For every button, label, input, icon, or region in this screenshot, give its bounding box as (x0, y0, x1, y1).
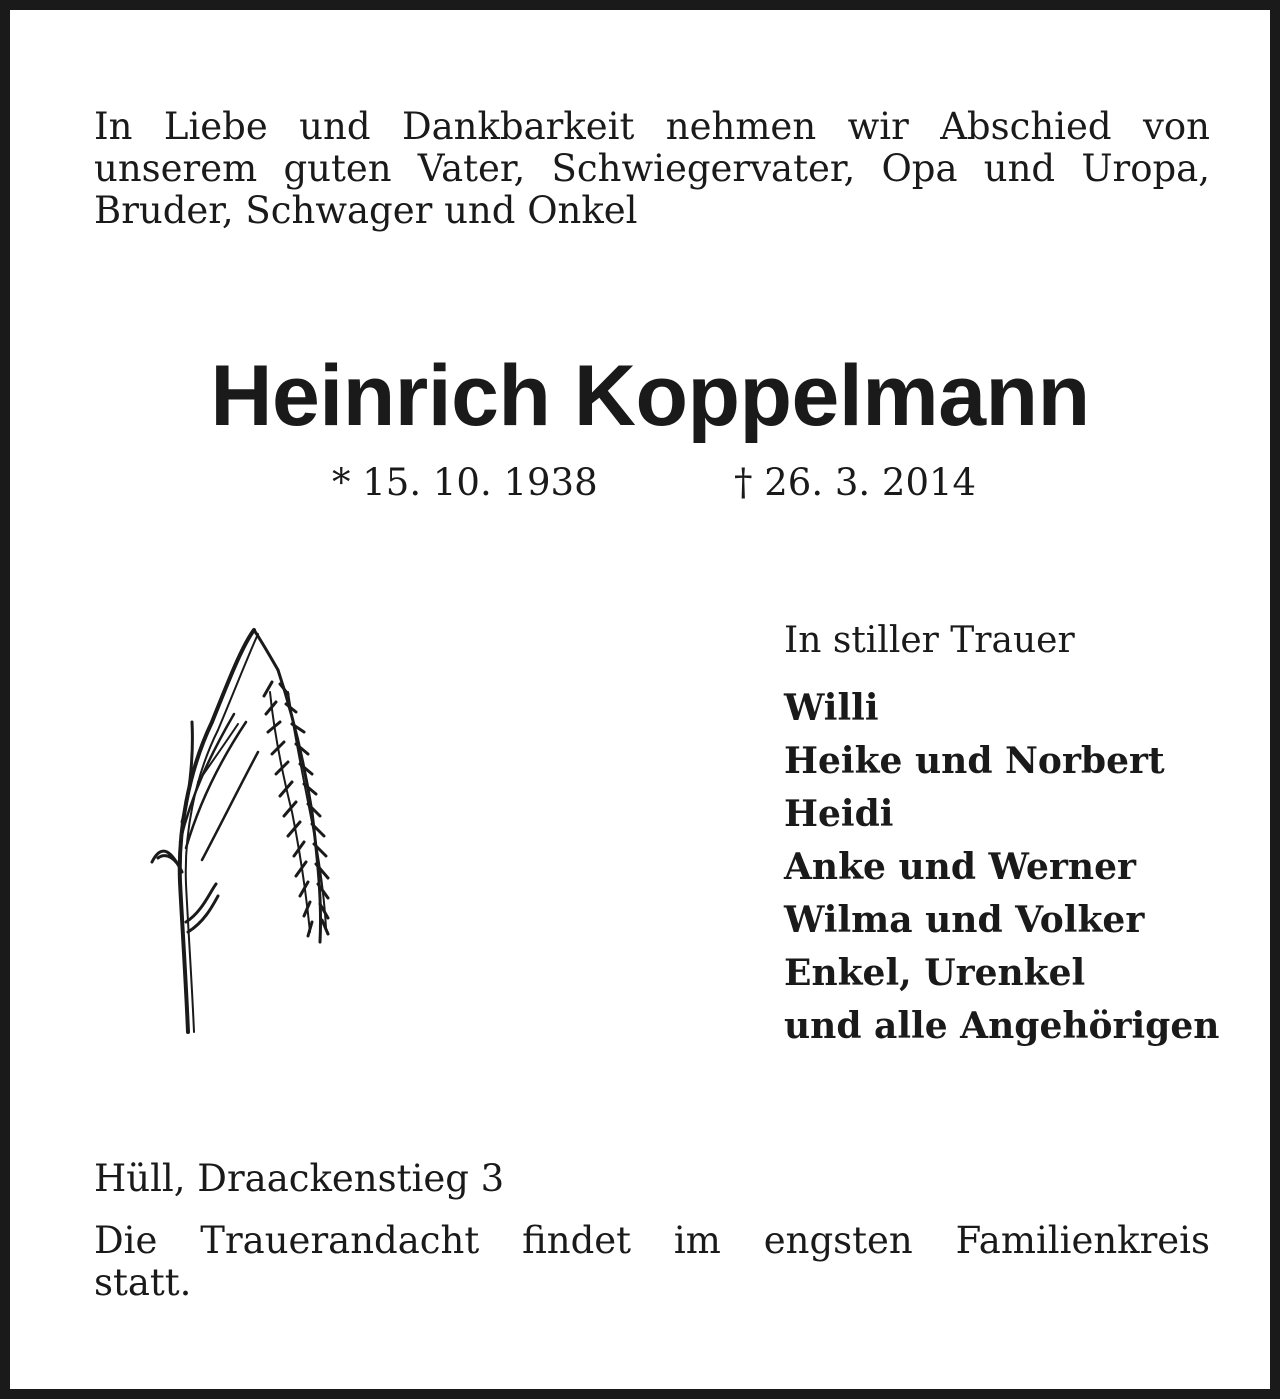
mourner-name: Heidi (784, 793, 894, 835)
ceremony-line: statt. (94, 1261, 192, 1304)
mourner-name: Enkel, Urenkel (784, 952, 1086, 994)
ceremony-line: Die Trauerandacht findet im engsten Familienkreis (94, 1219, 1210, 1262)
mourners-list (784, 682, 1254, 1053)
mourner-name: und alle Angehörigen (784, 1005, 1220, 1047)
address: Hüll, Draackenstieg 3 (94, 1157, 505, 1200)
intro-line: In Liebe und Dankbarkeit nehmen wir Abschied von (94, 105, 1210, 148)
mourner-name: Anke und Werner (784, 846, 1136, 888)
mourners-heading: In stiller Trauer (784, 620, 1075, 661)
intro-line: Bruder, Schwager und Onkel (94, 189, 638, 232)
ceremony-notice (94, 1220, 1210, 1304)
mourners-block (784, 618, 1254, 1053)
mourner-name: Willi (784, 687, 879, 729)
birth-date: * 15. 10. 1938 (332, 461, 598, 504)
deceased-name: Heinrich Koppelmann (210, 348, 1090, 444)
mourner-name: Heike und Norbert (784, 740, 1165, 782)
death-date: † 26. 3. 2014 (734, 461, 977, 504)
mourner-name: Wilma und Volker (784, 899, 1145, 941)
intro-text (94, 106, 1210, 232)
wheat-ear-icon (142, 622, 352, 1042)
intro-line: unserem guten Vater, Schwiegervater, Opa und Uropa, (94, 147, 1210, 190)
